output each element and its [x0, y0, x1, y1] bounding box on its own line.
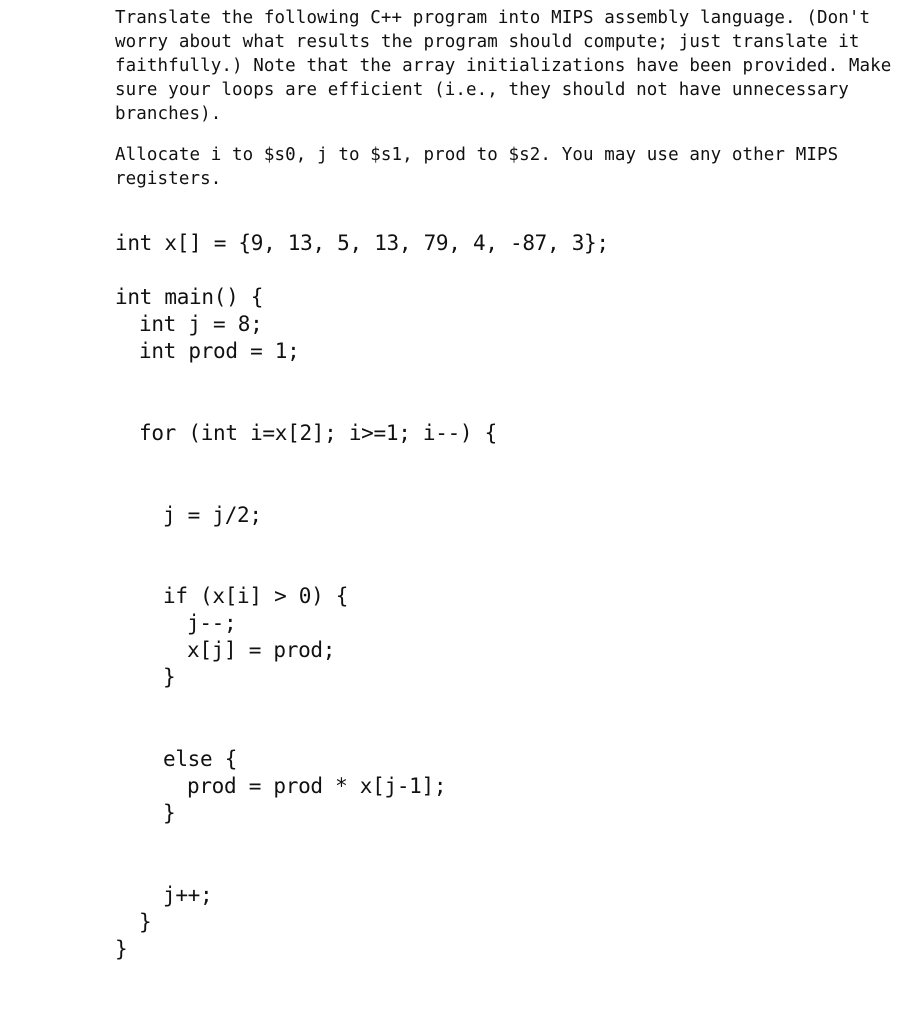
else-close-brace: }	[163, 801, 176, 825]
else-open: else {	[163, 747, 238, 771]
decrement-j-line: j--;	[187, 611, 237, 635]
declare-j-line: int j = 8;	[139, 312, 263, 336]
declare-prod-line: int prod = 1;	[139, 339, 300, 363]
array-declaration: int x[] = {9, 13, 5, 13, 79, 4, -87, 3};	[115, 231, 609, 255]
multiply-prod-line: prod = prod * x[j-1];	[187, 774, 447, 798]
register-allocation-paragraph: Allocate i to $s0, j to $s1, prod to $s2. You may use any other MIPS registers.	[115, 145, 849, 189]
instructions-paragraph: Translate the following C++ program into MIPS assembly language. (Don't worry about what results the program should compute; just translate it faithfully.) Note that the array initializations have been provided. Make sure your loops are efficient (i.e., they should not have unnecessary branches).	[115, 8, 903, 124]
for-loop-open: for (int i=x[2]; i>=1; i--) {	[139, 421, 497, 445]
if-statement-open: if (x[i] > 0) {	[163, 584, 349, 608]
increment-j-line: j++;	[163, 883, 213, 907]
assign-x-line: x[j] = prod;	[187, 638, 336, 662]
if-close-brace: }	[163, 665, 176, 689]
main-function-open: int main() {	[115, 285, 264, 309]
halve-j-line: j = j/2;	[163, 503, 262, 527]
main-close-brace: }	[115, 937, 128, 961]
for-close-brace: }	[139, 910, 152, 934]
problem-statement	[115, 6, 905, 191]
